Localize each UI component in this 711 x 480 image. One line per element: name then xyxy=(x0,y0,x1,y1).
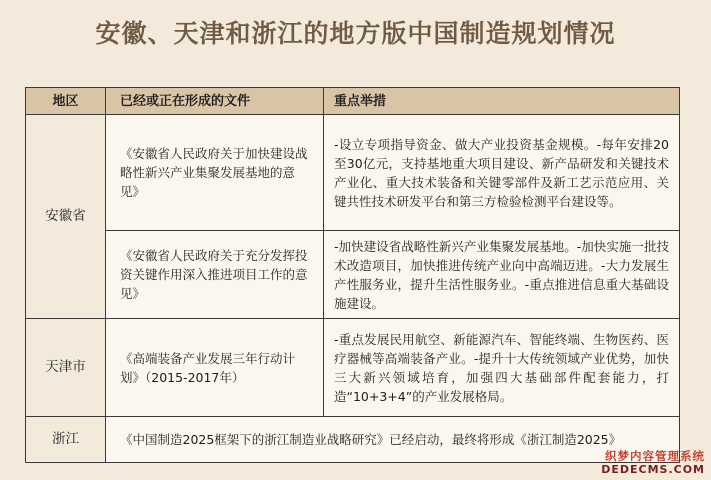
measure-cell: -加快建设省战略性新兴产业集聚发展基地。-加快实施一批技术改造项目，加快推进传统产业向中高端迈进。-大力发展生产性服务业，提升生活性服务业。-重点推进信息重大基础设施建设。 xyxy=(324,231,680,319)
table-row xyxy=(26,417,680,463)
header-documents: 已经或正在形成的文件 xyxy=(106,88,324,115)
watermark-line-1: 织梦内容管理系统 xyxy=(605,449,705,463)
page-title: 安徽、天津和浙江的地方版中国制造规划情况 xyxy=(95,19,616,48)
table-row xyxy=(26,115,680,231)
region-cell-anhui: 安徽省 xyxy=(26,115,106,319)
table-row xyxy=(26,231,680,319)
document-cell: 《安徽省人民政府关于加快建设战略性新兴产业集聚发展基地的意见》 xyxy=(106,115,324,231)
document-cell-merged: 《中国制造2025框架下的浙江制造业战略研究》已经启动，最终将形成《浙江制造2025》 xyxy=(106,417,680,463)
planning-table xyxy=(25,87,680,463)
document-cell: 《安徽省人民政府关于充分发挥投资关键作用深入推进项目工作的意见》 xyxy=(106,231,324,319)
site-watermark xyxy=(601,450,705,476)
header-region: 地区 xyxy=(26,88,106,115)
region-cell-zhejiang: 浙江 xyxy=(26,417,106,463)
watermark-line-2: DEDECMS.COM xyxy=(601,463,705,476)
measure-cell: -设立专项指导资金、做大产业投资基金规模。-每年安排20至30亿元，支持基地重大项目建设、新产品研发和关键技术产业化、重大技术装备和关键零部件及新工艺示范应用、关键共性技术研发平台和第三方检验检测平台建设等。 xyxy=(324,115,680,231)
table-row xyxy=(26,319,680,417)
table-header-row xyxy=(26,88,680,115)
region-cell-tianjin: 天津市 xyxy=(26,319,106,417)
document-cell: 《高端装备产业发展三年行动计划》（2015-2017年） xyxy=(106,319,324,417)
measure-cell: -重点发展民用航空、新能源汽车、智能终端、生物医药、医疗器械等高端装备产业。-提升十大传统领域产业优势，加快三大新兴领域培育，加强四大基础部件配套能力，打造“10+3+4”的产业发展格局。 xyxy=(324,319,680,417)
header-measures: 重点举措 xyxy=(324,88,680,115)
